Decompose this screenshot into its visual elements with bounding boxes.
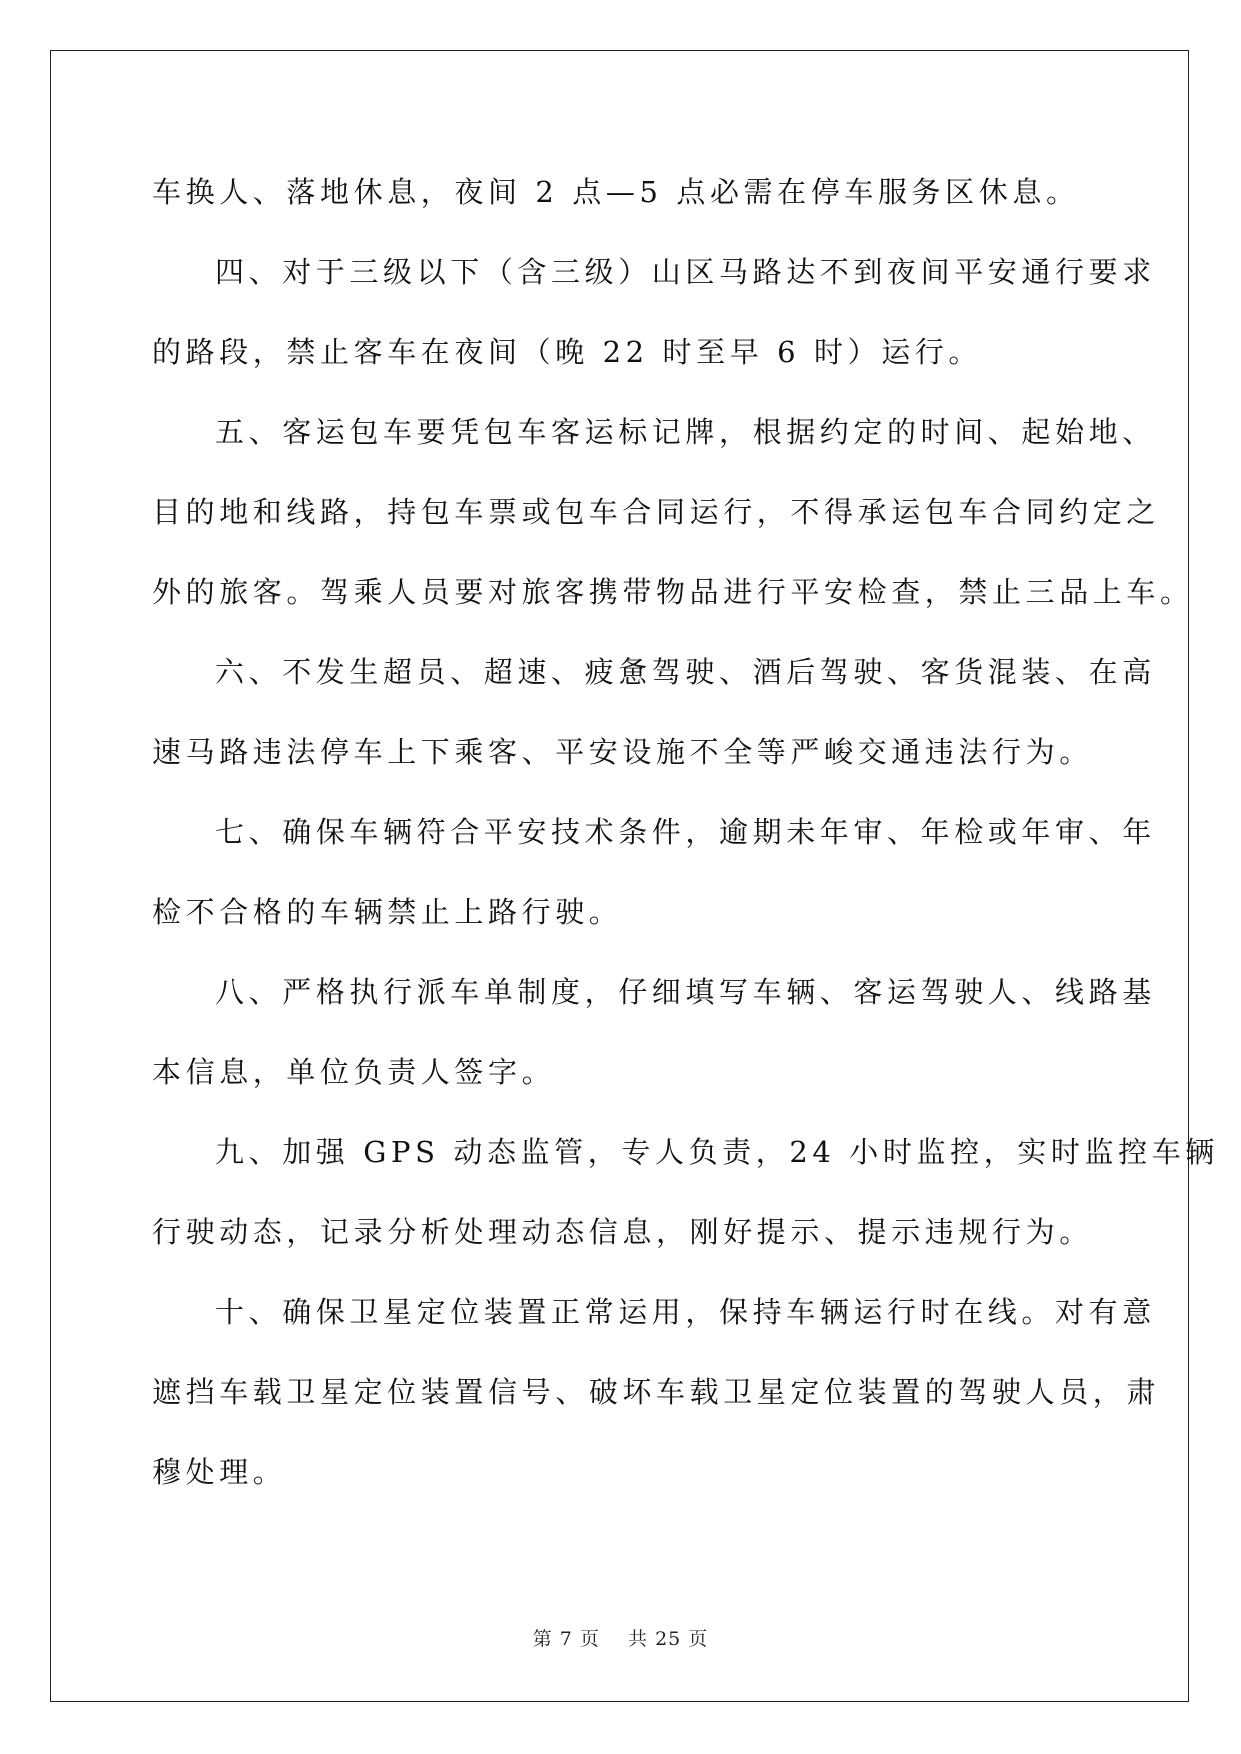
text-line: 检不合格的车辆禁止上路行驶。 — [152, 895, 623, 929]
text-line: 速马路违法停车上下乘客、平安设施不全等严峻交通违法行为。 — [152, 735, 1093, 769]
text-line: 八、严格执行派车单制度，仔细填写车辆、客运驾驶人、线路基 — [215, 975, 1156, 1009]
text-line: 穆处理。 — [152, 1455, 287, 1489]
text-line: 六、不发生超员、超速、疲惫驾驶、酒后驾驶、客货混装、在高 — [215, 655, 1156, 689]
text-line: 遮挡车载卫星定位装置信号、破坏车载卫星定位装置的驾驶人员，肃 — [152, 1375, 1161, 1409]
document-body — [152, 168, 1219, 1528]
text-line: 本信息，单位负责人签字。 — [152, 1055, 556, 1089]
text-line: 五、客运包车要凭包车客运标记牌，根据约定的时间、起始地、 — [215, 415, 1156, 449]
page-number-footer: 第 7 页 共 25 页 — [532, 1628, 709, 1650]
text-line: 的路段，禁止客车在夜间（晚 22 时至早 6 时）运行。 — [152, 335, 983, 369]
text-line: 十、确保卫星定位装置正常运用，保持车辆运行时在线。对有意 — [215, 1295, 1156, 1329]
text-line: 行驶动态，记录分析处理动态信息，刚好提示、提示违规行为。 — [152, 1215, 1093, 1249]
text-line: 四、对于三级以下（含三级）山区马路达不到夜间平安通行要求 — [215, 255, 1156, 289]
text-line: 目的地和线路，持包车票或包车合同运行，不得承运包车合同约定之 — [152, 495, 1161, 529]
text-line: 七、确保车辆符合平安技术条件，逾期未年审、年检或年审、年 — [215, 815, 1156, 849]
text-line: 外的旅客。驾乘人员要对旅客携带物品进行平安检查，禁止三品上车。 — [152, 575, 1194, 609]
text-line: 车换人、落地休息，夜间 2 点—5 点必需在停车服务区休息。 — [152, 175, 1080, 209]
text-line: 九、加强 GPS 动态监管，专人负责，24 小时监控，实时监控车辆 — [215, 1135, 1219, 1169]
